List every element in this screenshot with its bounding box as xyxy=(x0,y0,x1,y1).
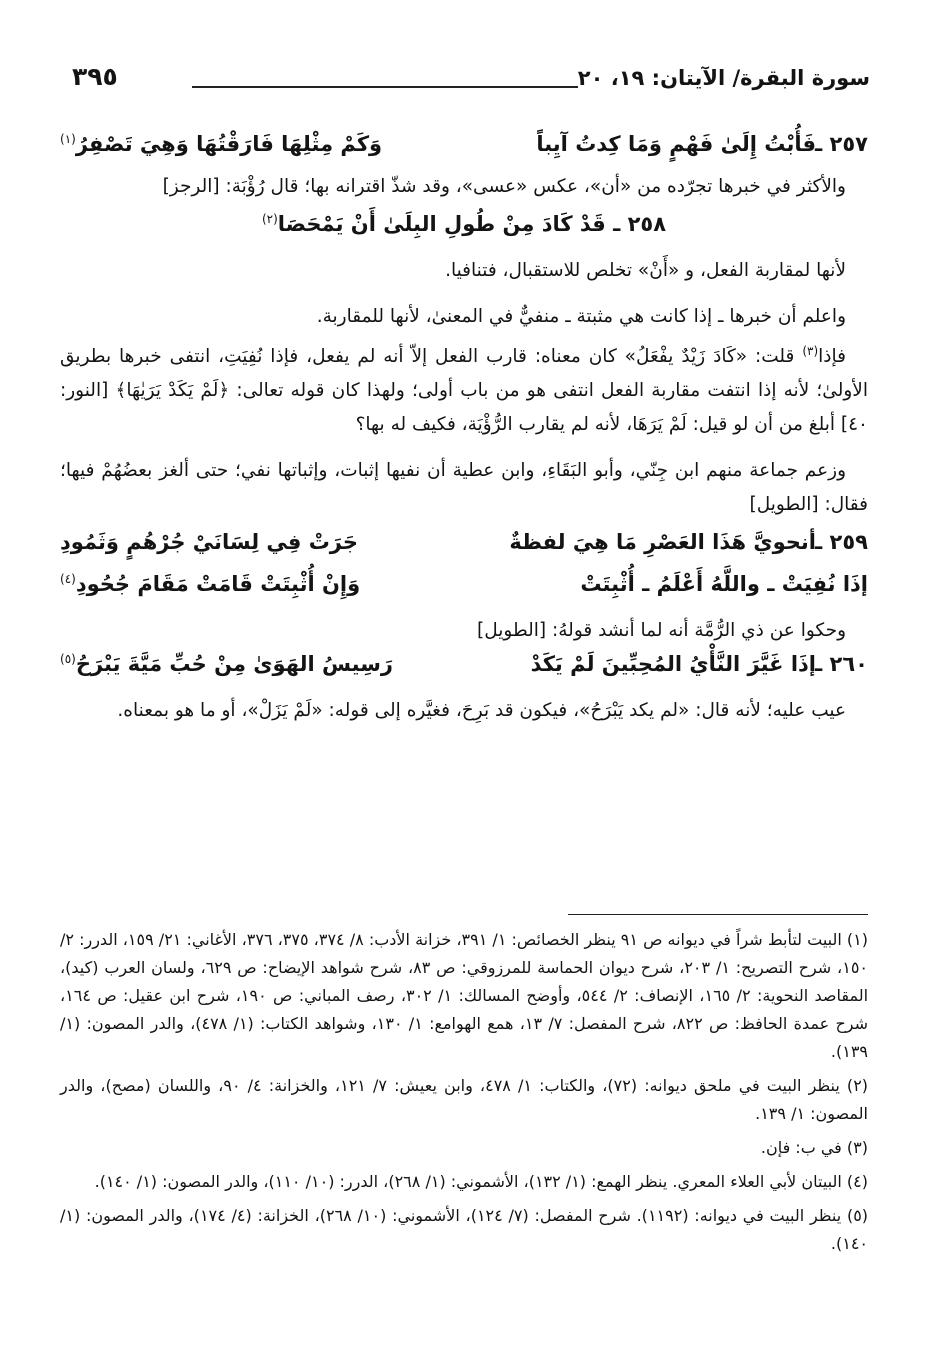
footnote-1: (١) البيت لتأبط شراً في ديوانه ص ٩١ ينظر الخصائص: ١/ ٣٩١، خزانة الأدب: ٨/ ٣٧٤، ٣٧٥، ٣٧٦، الأغاني: ٢١/ ١٥٩، الدرر: ٢/ ١٥٠، شرح التصريح: ١/ ٢٠٣، شرح ديوان الحماسة للمرزوقي: ص ٨٣، شرح شواهد الإيضاح: ص ٦٢٩، ولسان العرب (كيد)، المقاصد النحوية: ٢/ ١٦٥، الإنصاف: ٢/ ٥٤٤، وأوضح المسالك: ١/ ٣٠٢، رصف المباني: ص ١٩٠، شرح ابن عقيل: ص ١٦٤، شرح عمدة الحافظ: ص ٨٢٢، شرح المفصل: ٧/ ١٣، همع الهوامع: ١/ ١٣٠، وشواهد الكتاب: (١/ ٤٧٨)، والدر المصون: (١/ ١٣٩). xyxy=(60,930,869,1061)
paragraph: واعلم أن خبرها ـ إذا كانت هي مثبتة ـ منفيٌّ في المعنىٰ، لأنها للمقاربة. xyxy=(316,306,846,327)
verse-number: ٢٥٩ ـ xyxy=(815,530,868,555)
verse-258 xyxy=(60,208,868,250)
footnote-2: (٢) ينظر البيت في ملحق ديوانه: (٧٢)، والكتاب: ١/ ٤٧٨، وابن يعيش: ٧/ ١٢١، والخزانة: ٤/ ٩٠، واللسان (مصح)، والدر المصون: ١/ ١٣٩. xyxy=(60,1076,869,1123)
verse-second-hemistich: وَكَمْ مِثْلِهَا فَارَقْتُهَا وَهِيَ تَصْفِرُ$^{(١)}$ xyxy=(60,132,383,156)
verse-first-hemistich: فَأُبْتُ إِلَىٰ فَهْمٍ وَمَا كِدتُ آيِباً xyxy=(536,132,816,156)
verse-259-line2 xyxy=(60,568,868,610)
paragraph: لأنها لمقاربة الفعل، و «أَنْ» تخلص للاستقبال، فتنافيا. xyxy=(445,260,846,281)
verse-260 xyxy=(60,648,868,690)
verse-first-hemistich: إذَا غَيَّرَ النَّأْيُ المُحِبِّينَ لَمْ يَكَدْ xyxy=(530,652,816,677)
verse-second-hemistich: رَسِيسُ الهَوَىٰ مِنْ حُبِّ مَيَّةَ يَبْرَحُ$^{(٥)}$ xyxy=(60,652,393,677)
footnote-ref: (٤) xyxy=(60,572,76,587)
verse-number: ٢٦٠ ـ xyxy=(815,652,868,677)
page-number: ٣٩٥ xyxy=(72,62,118,91)
footnote-5: (٥) ينظر البيت في ديوانه: (١١٩٢). شرح المفصل: (٧/ ١٢٤)، الأشموني: (١٠/ ٢٦٨)، الخزانة: (٤/ ١٧٤)، والدر المصون: (١/ ١٤٠). xyxy=(60,1206,869,1253)
verse-first-hemistich: إذَا نُفِيَتْ ـ واللَّهُ أَعْلَمُ ـ أُثْبِتَتْ xyxy=(580,572,868,597)
paragraph: وزعم جماعة منهم ابن جِنّي، وأبو البَقَاءِ، وابن عطية أن نفيها إثبات، وإثباتها نفي؛ حتى ألغز بعضُهُمْ فيها؛ فقال: [الطويل] xyxy=(60,460,868,516)
footnote-3: (٣) في ب: فإن. xyxy=(760,1138,868,1157)
verse-first-hemistich: أنحويَّ هَذَا العَصْرِ مَا هِيَ لفظةٌ xyxy=(509,530,816,555)
footnotes xyxy=(60,926,868,1264)
main-text xyxy=(60,128,868,728)
verse-257 xyxy=(60,128,868,170)
footnote-separator xyxy=(568,914,868,915)
paragraph: وحكوا عن ذي الرُّمَّة أنه لما أنشد قولهُ: [الطويل] xyxy=(477,620,846,642)
page-header xyxy=(72,60,870,100)
verse-line: ٢٥٨ ـ قَدْ كَادَ مِنْ طُولِ البِلَىٰ أَنْ يَمْحَصَا$^{(٢)}$ xyxy=(261,212,667,236)
verse-number: ٢٥٧ ـ xyxy=(815,132,868,156)
footnote-ref: (١) xyxy=(60,132,76,146)
paragraph: والأكثر في خبرها تجرّده من «أن»، عكس «عسى»، وقد شذّ اقترانه بها؛ قال رُؤْبَة: [الرجز] xyxy=(162,176,846,197)
running-title: سورة البقرة/ الآيتان: ١٩، ٢٠ xyxy=(577,66,870,90)
paragraph: عيب عليه؛ لأنه قال: «لم يكد يَبْرَحُ»، فيكون قد بَرِحَ، فغيَّره إلى قوله: «لَمْ يَزَلْ»، أو ما هو بمعناه. xyxy=(117,700,846,722)
footnote-4: (٤) البيتان لأبي العلاء المعري. ينظر الهمع: (١/ ١٣٢)، الأشموني: (١/ ٢٦٨)، الدرر: (١٠/ ١١٠)، والدر المصون: (١/ ١٤٠). xyxy=(94,1172,868,1191)
verse-259-line1 xyxy=(60,526,868,568)
footnote-ref: (٢) xyxy=(261,212,278,226)
verse-second-hemistich: جَرَتْ فِي لِسَانَيْ جُرْهُمٍ وَثَمُودِ xyxy=(60,530,358,555)
footnote-ref: (٥) xyxy=(60,652,76,667)
verse-second-hemistich: وَإِنْ أُثْبِتَتْ قَامَتْ مَقَامَ جُحُودِ$^{(٤)}$ xyxy=(60,572,361,597)
header-rule xyxy=(192,86,578,88)
footnote-ref: (٣) xyxy=(802,344,819,358)
paragraph: فإذا$^{(٣)}$ قلت: «كَادَ زَيْدٌ يفْعَلُ» كان معناه: قارب الفعل إلاّ أنه لم يفعل، فإذا نُفِيَتِ، انتفى خبرها بطريق الأولىٰ؛ لأنه إذا انتفت مقاربة الفعل انتفى هو من باب أولى؛ ولهذا كان قوله تعالى: ﴿لَمْ يَكَدْ يَرَيٰهَا﴾ [النور: ٤٠] أبلغ من أن لو قيل: لَمْ يَرَهَا، لأنه لم يقارب الرُّؤْيَة، فكيف له بها؟ xyxy=(60,344,868,436)
